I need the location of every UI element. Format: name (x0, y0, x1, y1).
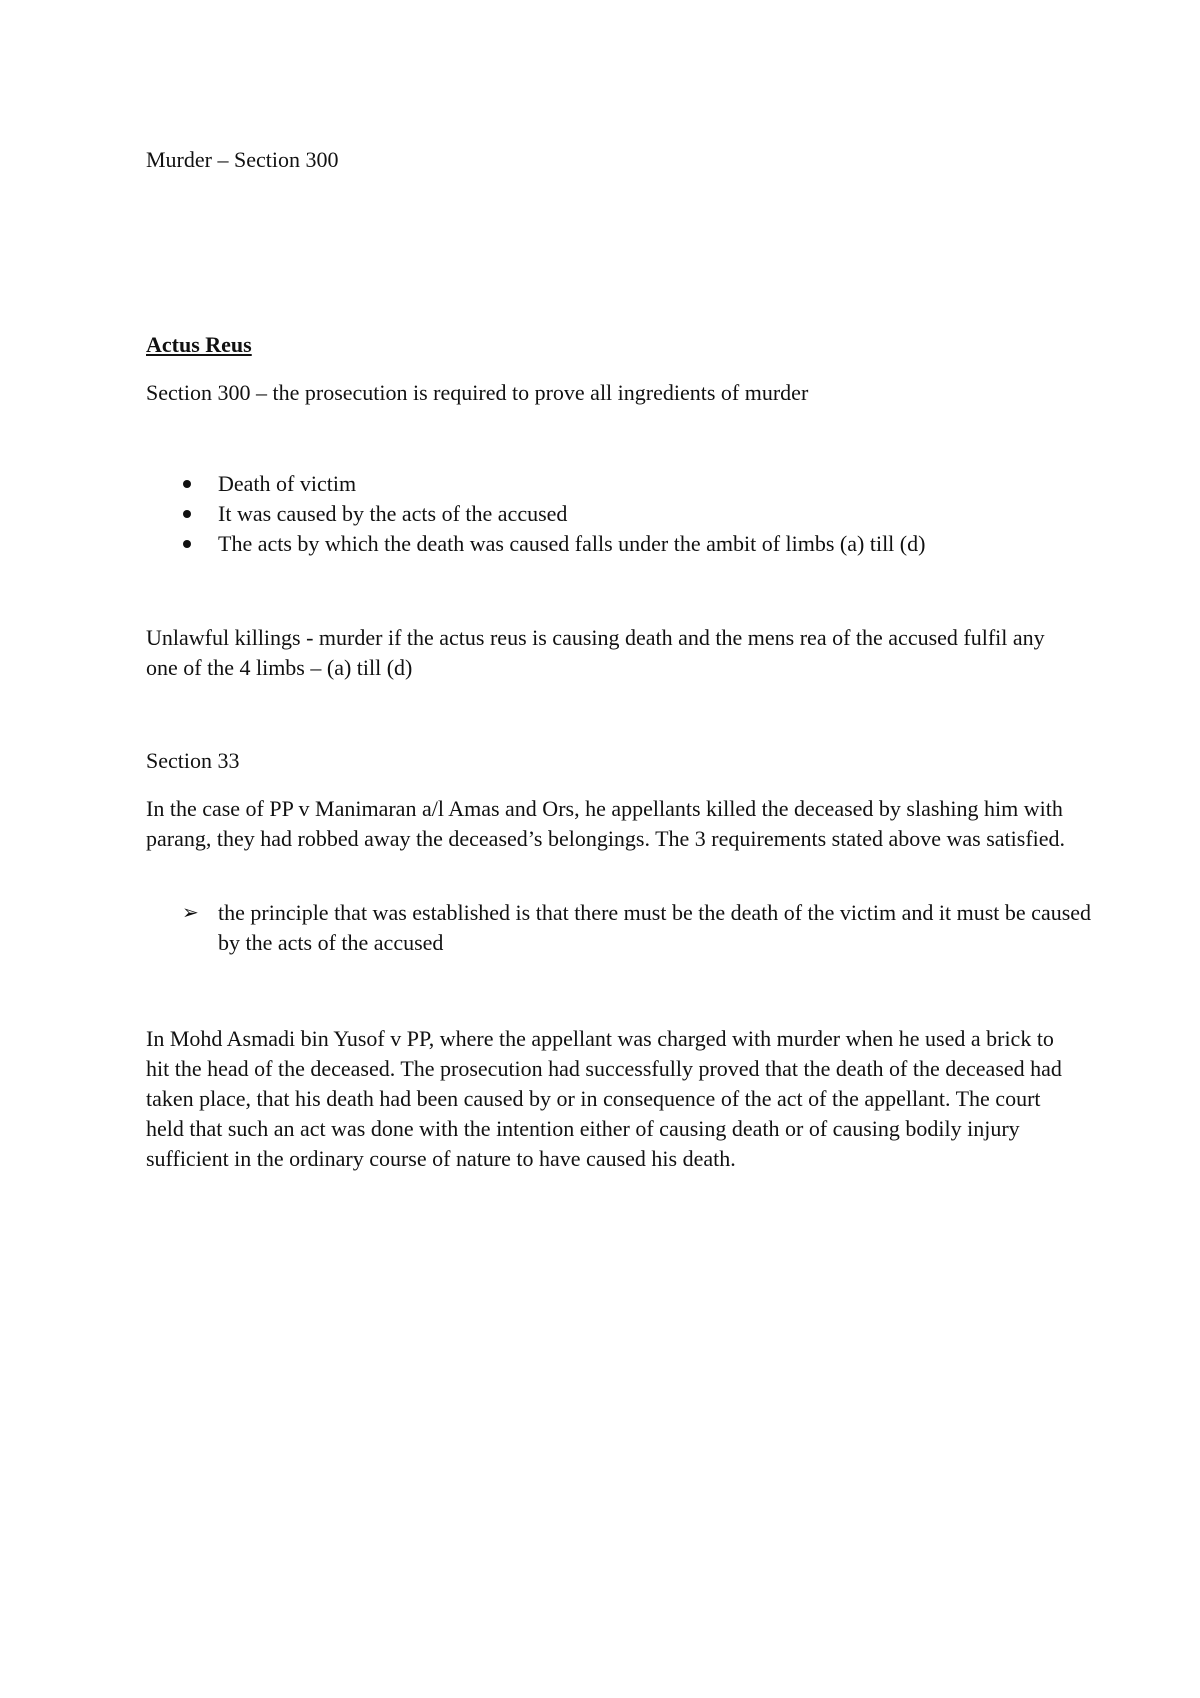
arrow-bullet-icon: ➢ (182, 902, 199, 924)
section-33-label: Section 33 (146, 748, 240, 773)
document-title: Murder – Section 300 (146, 147, 339, 172)
bullet-icon (183, 480, 191, 488)
list-item-text: Death of victim (218, 471, 357, 496)
bullet-icon (183, 510, 191, 518)
list-item-text: It was caused by the acts of the accused (218, 501, 568, 526)
principle-arrow-item (146, 898, 1096, 958)
intro-paragraph: Section 300 – the prosecution is required to prove all ingredients of murder (146, 380, 809, 405)
list-item (146, 529, 1096, 559)
list-item (146, 499, 1096, 529)
list-item (146, 469, 1096, 499)
principle-text: the principle that was established is that there must be the death of the victim and it must be caused by the acts of the accused (218, 900, 1092, 955)
unlawful-killings-paragraph: Unlawful killings - murder if the actus reus is causing death and the mens rea of the accused fulfil any one of the 4 limbs – (a) till (d) (146, 625, 1045, 680)
section-heading-actus-reus: Actus Reus (146, 332, 252, 357)
bullet-icon (183, 540, 191, 548)
ingredients-list (146, 469, 1096, 559)
list-item-text: The acts by which the death was caused falls under the ambit of limbs (a) till (d) (218, 531, 926, 556)
case-manimaran-paragraph: In the case of PP v Manimaran a/l Amas and Ors, he appellants killed the deceased by slashing him with parang, they had robbed away the deceased’s belongings. The 3 requirements stated above was satisfied. (146, 796, 1066, 851)
case-asmadi-paragraph: In Mohd Asmadi bin Yusof v PP, where the appellant was charged with murder when he used a brick to hit the head of the deceased. The prosecution had successfully proved that the death of the deceased had taken place, that his death had been caused by or in consequence of the act of the appellant. The court held that such an act was done with the intention either of causing death or of causing bodily injury sufficient in the ordinary course of nature to have caused his death. (146, 1026, 1062, 1171)
